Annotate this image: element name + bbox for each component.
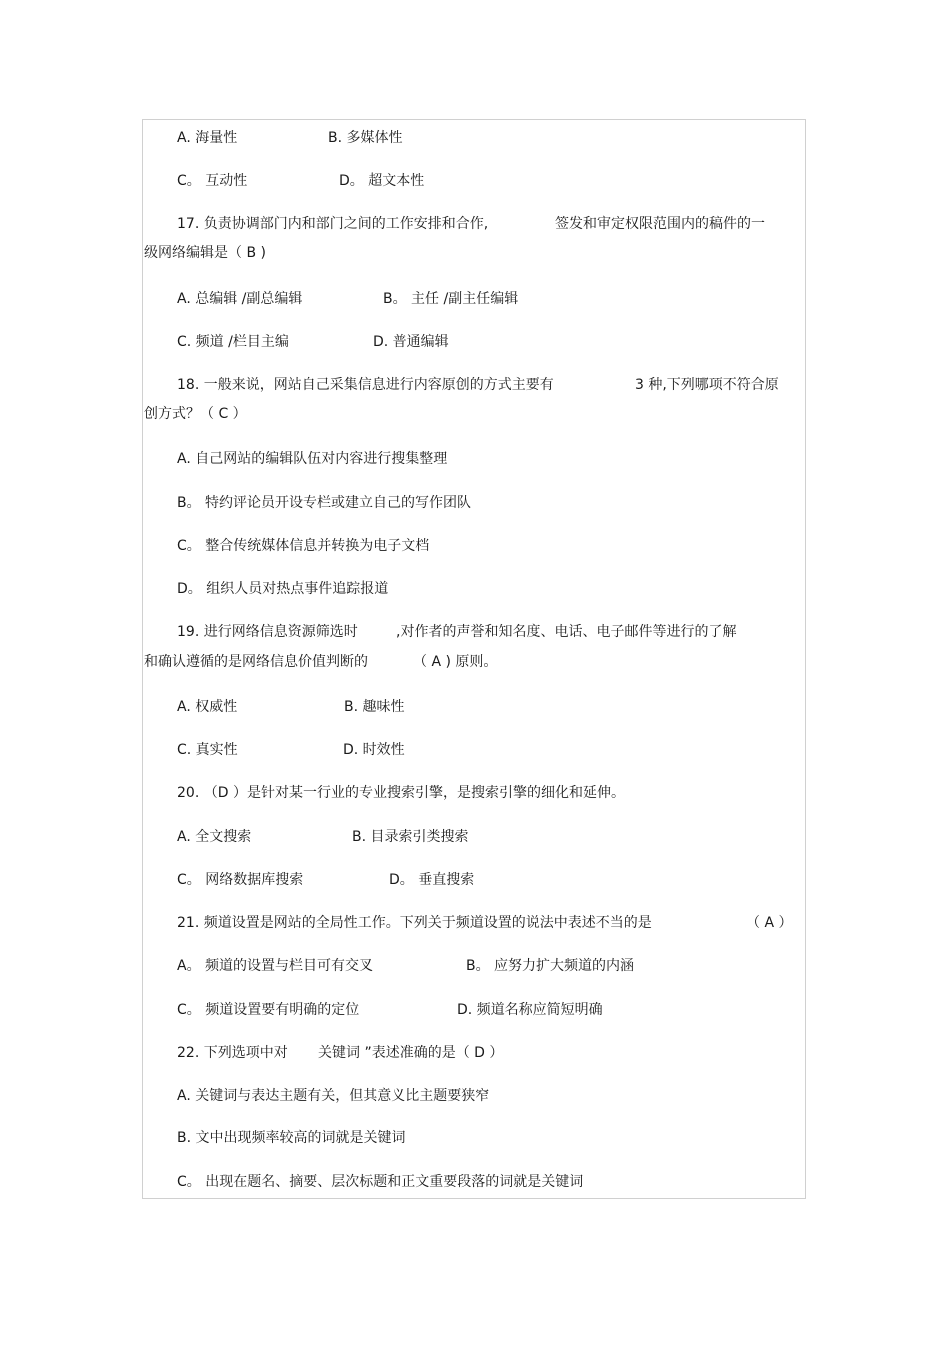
q18-option-a: A. 自己网站的编辑队伍对内容进行搜集整理 (177, 451, 448, 467)
q22-option-b: B. 文中出现频率较高的词就是关键词 (177, 1130, 406, 1146)
q19-stem-line2-part1: 和确认遵循的是网络信息价值判断的 (144, 654, 368, 670)
q18-stem-part2: 3 种,下列哪项不符合原 (635, 377, 779, 393)
q19-stem-line2-part2: （ A ) 原则。 (413, 654, 498, 670)
q19-stem-part1: 19. 进行网络信息资源筛选时 (177, 624, 358, 640)
q19-stem-part2: ,对作者的声誉和知名度、电话、电子邮件等进行的了解 (396, 624, 737, 640)
q16-option-c: C。 互动性 (177, 173, 248, 189)
q16-option-d: D。 超文本性 (339, 173, 425, 189)
q19-option-b: B. 趣味性 (344, 699, 405, 715)
q21-option-b: B。 应努力扩大频道的内涵 (466, 958, 635, 974)
q22-stem-part2: 关键词 ”表述准确的是（ D ） (318, 1045, 504, 1061)
q17-stem-line2: 级网络编辑是（ B ) (144, 245, 266, 261)
q18-option-b: B。 特约评论员开设专栏或建立自己的写作团队 (177, 495, 472, 511)
q21-stem-answer: （ A ） (746, 915, 793, 931)
q21-option-d: D. 频道名称应简短明确 (457, 1002, 603, 1018)
q20-option-b: B. 目录索引类搜索 (352, 829, 469, 845)
q18-stem-part1: 18. 一般来说，网站自己采集信息进行内容原创的方式主要有 (177, 377, 554, 393)
q20-stem: 20. （D ）是针对某一行业的专业搜索引擎，是搜索引擎的细化和延伸。 (177, 785, 625, 801)
q21-option-c: C。 频道设置要有明确的定位 (177, 1002, 360, 1018)
q17-option-a: A. 总编辑 /副总编辑 (177, 291, 303, 307)
q22-stem-part1: 22. 下列选项中对 (177, 1045, 288, 1061)
q17-option-b: B。 主任 /副主任编辑 (383, 291, 519, 307)
q22-option-c: C。 出现在题名、摘要、层次标题和正文重要段落的词就是关键词 (177, 1174, 584, 1190)
q18-option-d: D。 组织人员对热点事件追踪报道 (177, 581, 389, 597)
q21-option-a: A。 频道的设置与栏目可有交叉 (177, 958, 374, 974)
q16-option-b: B. 多媒体性 (328, 130, 403, 146)
q19-option-a: A. 权威性 (177, 699, 238, 715)
q19-option-d: D. 时效性 (343, 742, 405, 758)
q17-stem-part1: 17. 负责协调部门内和部门之间的工作安排和合作, (177, 216, 489, 232)
q16-option-a: A. 海量性 (177, 130, 238, 146)
q20-option-a: A. 全文搜索 (177, 829, 252, 845)
q19-option-c: C. 真实性 (177, 742, 238, 758)
q21-stem-part1: 21. 频道设置是网站的全局性工作。下列关于频道设置的说法中表述不当的是 (177, 915, 652, 931)
q20-option-c: C。 网络数据库搜索 (177, 872, 304, 888)
q20-option-d: D。 垂直搜索 (389, 872, 475, 888)
q18-option-c: C。 整合传统媒体信息并转换为电子文档 (177, 538, 430, 554)
q22-option-a: A. 关键词与表达主题有关，但其意义比主题要狭窄 (177, 1088, 490, 1104)
q17-option-c: C. 频道 /栏目主编 (177, 334, 289, 350)
q18-stem-line2: 创方式？（ C ） (144, 406, 247, 422)
q17-stem-part2: 签发和审定权限范围内的稿件的一 (555, 216, 765, 232)
q17-option-d: D. 普通编辑 (373, 334, 449, 350)
